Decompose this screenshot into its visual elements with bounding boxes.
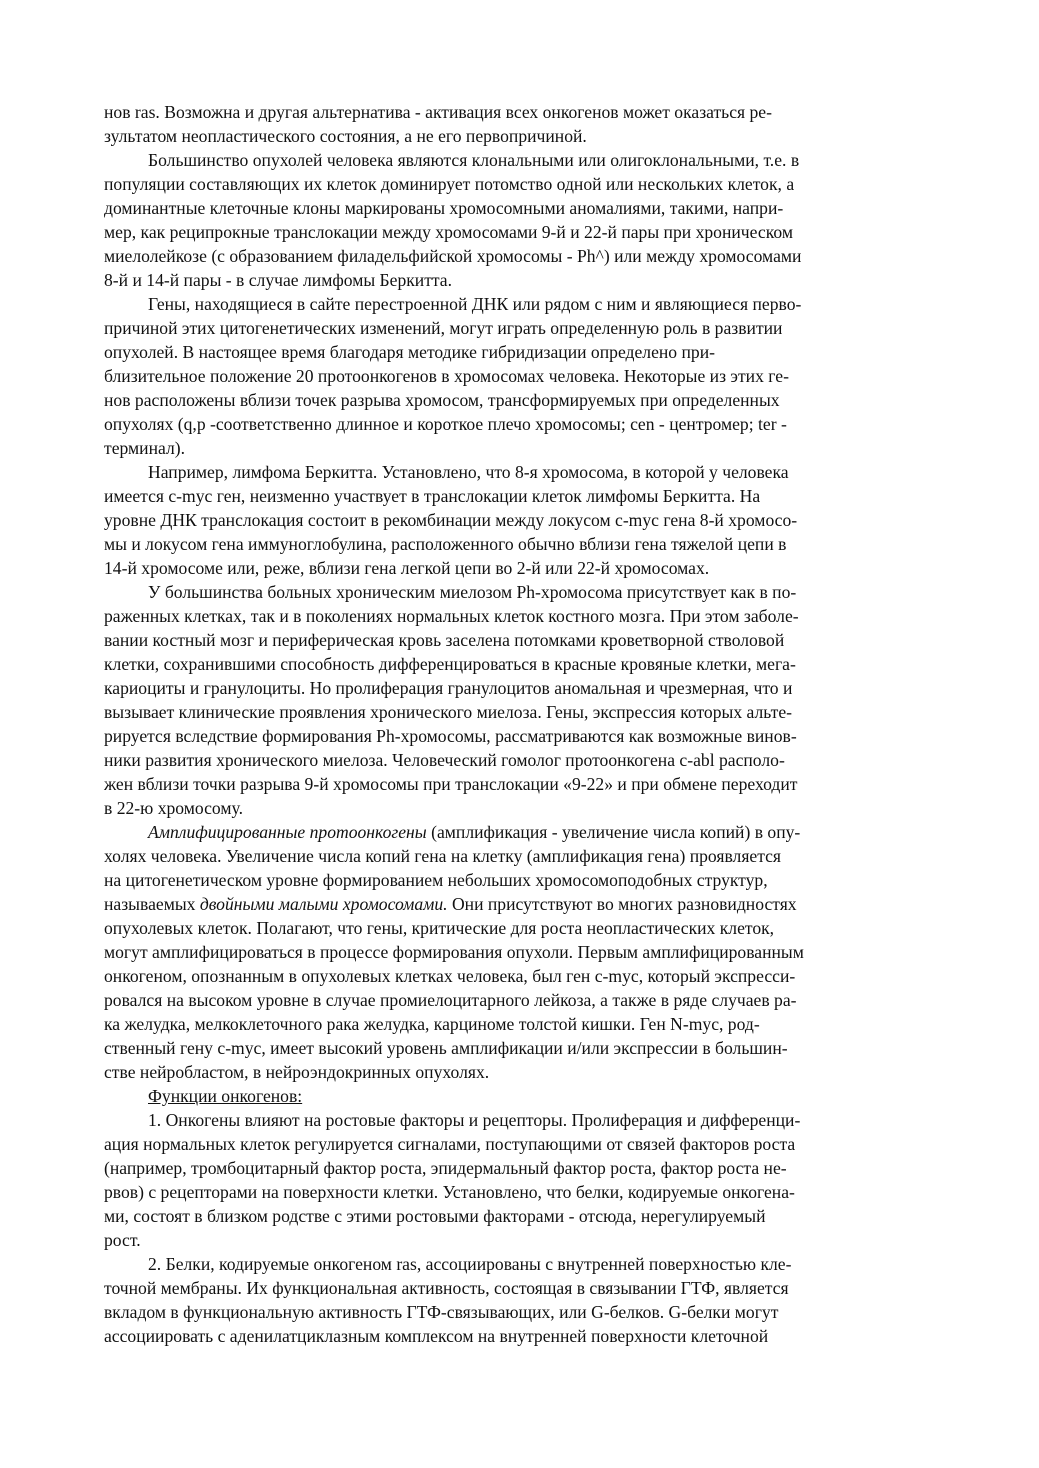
text-line: мер, как реципрокные транслокации между хромосомами 9-й и 22-й пары при хроническом	[104, 222, 793, 242]
text-line: вкладом в функциональную активность ГТФ-связывающих, или G-белков. G-белки могут	[104, 1302, 779, 1322]
text-run: Они присутствуют во многих разновидностях	[447, 894, 797, 914]
text-line: ровался на высоком уровне в случае промиелоцитарного лейкоза, а также в ряде случаев ра-	[104, 990, 797, 1010]
text-line: У большинства больных хроническим миелозом Ph-хромосома присутствует как в по-	[148, 582, 797, 602]
text-line: (например, тромбоцитарный фактор роста, эпидермальный фактор роста, фактор роста не-	[104, 1158, 787, 1178]
text-line: на цитогенетическом уровне формированием небольших хромосомоподобных структур,	[104, 870, 768, 890]
text-line: популяции составляющих их клеток доминирует потомство одной или нескольких клеток, а	[104, 174, 795, 194]
text-line: доминантные клеточные клоны маркированы хромосомными аномалиями, такими, напри-	[104, 198, 784, 218]
text-line: опухолей. В настоящее время благодаря методике гибридизации определено при-	[104, 342, 715, 362]
text-line: 1. Онкогены влияют на ростовые факторы и рецепторы. Пролиферация и дифференци-	[148, 1110, 801, 1130]
text-line: Большинство опухолей человека являются клональными или олигоклональными, т.е. в	[148, 150, 800, 170]
text-line	[104, 892, 944, 916]
text-line: ация нормальных клеток регулируется сигналами, поступающими от связей факторов роста	[104, 1134, 796, 1154]
text-line: ка желудка, мелкоклеточного рака желудка, карциноме толстой кишки. Ген N-myc, род-	[104, 1014, 760, 1034]
text-line: холях человека. Увеличение числа копий гена на клетку (амплификация гена) проявляется	[104, 846, 782, 866]
text-line: рвов) с рецепторами на поверхности клетки. Установлено, что белки, кодируемые онкогена-	[104, 1182, 795, 1202]
text-line: вании костный мозг и периферическая кровь заселена потомками кроветворной стволовой	[104, 630, 785, 650]
text-line: имеется с-myc ген, неизменно участвует в транслокации клеток лимфомы Беркитта. На	[104, 486, 761, 506]
text-line: ники развития хронического миелоза. Человеческий гомолог протоонкогена c-abl располо-	[104, 750, 785, 770]
text-line: 8-й и 14-й пары - в случае лимфомы Беркитта.	[104, 270, 453, 290]
italic-term: Амплифицированные протоонкогены	[148, 822, 427, 842]
text-line: раженных клетках, так и в поколениях нормальных клеток костного мозга. При этом заболе-	[104, 606, 799, 626]
text-line: клетки, сохранившими способность дифференцироваться в красные кровяные клетки, мега-	[104, 654, 796, 674]
text-line: рируется вследствие формирования Ph-хромосомы, рассматриваются как возможные винов-	[104, 726, 797, 746]
text-line: близительное положение 20 протоонкогенов в хромосомах человека. Некоторые из этих ге-	[104, 366, 789, 386]
text-line: нов расположены вблизи точек разрыва хромосом, трансформируемых при определенных	[104, 390, 780, 410]
text-line: онкогеном, опознанным в опухолевых клетках человека, был ген с-myc, который экспресси-	[104, 966, 796, 986]
text-line: ассоциировать с аденилатциклазным комплексом на внутренней поверхности клеточной	[104, 1326, 769, 1346]
text-run: называемых	[104, 894, 200, 914]
text-line: причиной этих цитогенетических изменений, могут играть определенную роль в развитии	[104, 318, 783, 338]
text-line: нов ras. Возможна и другая альтернатива - активация всех онкогенов может оказаться ре-	[104, 102, 772, 122]
italic-term: двойными малыми хромосомами.	[199, 894, 448, 914]
text-line: миелолейкозе (с образованием филадельфийской хромосомы - Ph^) или между хромосомами	[104, 246, 802, 266]
text-line: мы и локусом гена иммуноглобулина, расположенного обычно вблизи гена тяжелой цепи в	[104, 534, 787, 554]
text-run: (амплификация - увеличение числа копий) в опу-	[426, 822, 801, 842]
text-line: стве нейробластом, в нейроэндокринных опухолях.	[104, 1062, 490, 1082]
text-line: зультатом неопластического состояния, а не его первопричиной.	[104, 126, 587, 146]
text-line: терминал).	[104, 438, 185, 458]
text-line: точной мембраны. Их функциональная активность, состоящая в связывании ГТФ, является	[104, 1278, 789, 1298]
text-line: 14-й хромосоме или, реже, вблизи гена легкой цепи во 2-й или 22-й хромосомах.	[104, 558, 710, 578]
text-line: в 22-ю хромосому.	[104, 798, 243, 818]
text-line: уровне ДНК транслокация состоит в рекомбинации между локусом с-myc гена 8-й хромосо-	[104, 510, 798, 530]
text-line	[104, 820, 944, 844]
text-line: Например, лимфома Беркитта. Установлено, что 8-я хромосома, в которой у человека	[148, 462, 789, 482]
text-line: ми, состоят в близком родстве с этими ростовыми факторами - отсюда, нерегулируемый	[104, 1206, 766, 1226]
text-line: опухолевых клеток. Полагают, что гены, критические для роста неопластических клеток,	[104, 918, 775, 938]
text-line: жен вблизи точки разрыва 9-й хромосомы при транслокации «9-22» и при обмене переходит	[104, 774, 798, 794]
text-line: 2. Белки, кодируемые онкогеном ras, ассоциированы с внутренней поверхностью кле-	[148, 1254, 792, 1274]
text-line: могут амплифицироваться в процессе формирования опухоли. Первым амплифицированным	[104, 942, 804, 962]
text-line: рост.	[104, 1230, 141, 1250]
text-line: Гены, находящиеся в сайте перестроенной ДНК или рядом с ним и являющиеся перво-	[148, 294, 802, 314]
section-heading: Функции онкогенов:	[148, 1086, 303, 1106]
text-line: кариоциты и гранулоциты. Но пролиферация гранулоцитов аномальная и чрезмерная, что и	[104, 678, 793, 698]
text-line	[104, 1084, 944, 1108]
document-page	[104, 100, 944, 1348]
text-line: опухолях (q,p -соответственно длинное и короткое плечо хромосомы; cen - центромер; ter -	[104, 414, 787, 434]
text-line: вызывает клинические проявления хронического миелоза. Гены, экспрессия которых альте-	[104, 702, 792, 722]
text-line: ственный гену с-myc, имеет высокий уровень амплификации и/или экспрессии в большин-	[104, 1038, 788, 1058]
